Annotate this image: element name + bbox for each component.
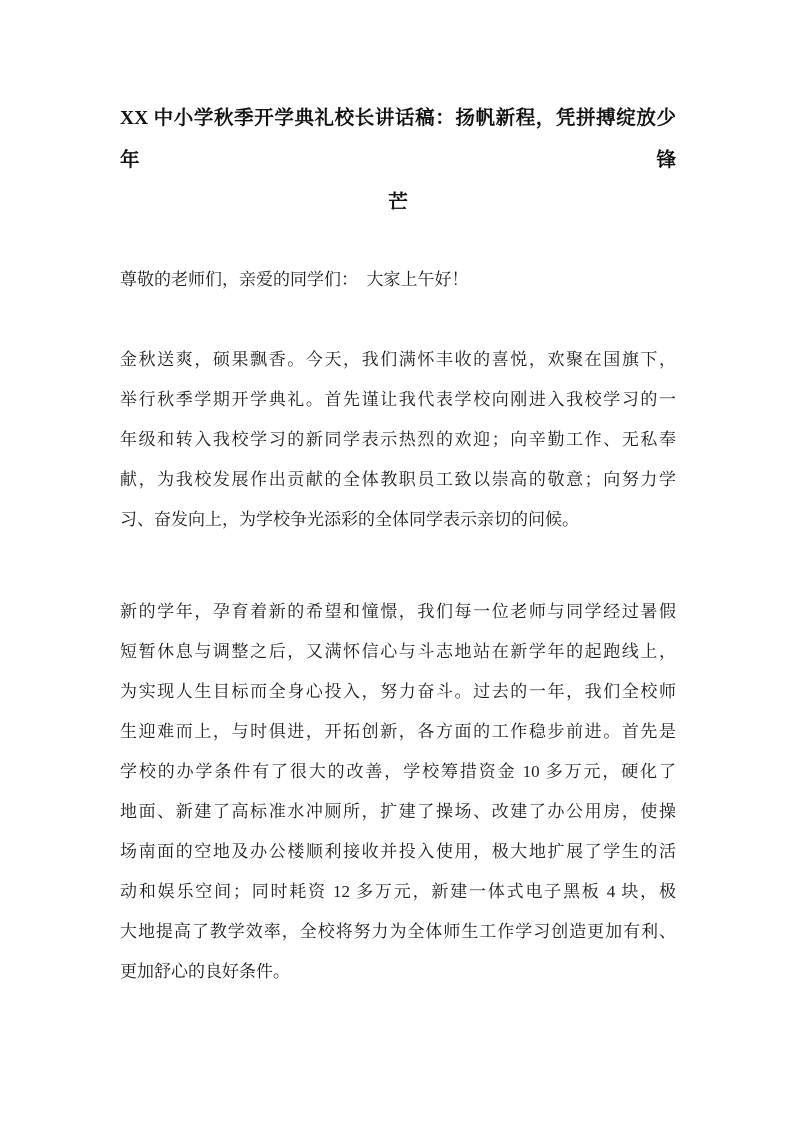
document-title	[120, 98, 676, 224]
text-line: 场南面的空地及办公楼顺利接收并投入使用，极大地扩展了学生的活	[120, 842, 676, 861]
text-line: 短暂休息与调整之后，又满怀信心与斗志地站在新学年的起跑线上，	[120, 642, 676, 661]
text-line: 新的学年，孕育着新的希望和憧憬，我们每一位老师与同学经过暑假	[120, 602, 676, 621]
text-line: 更加舒心的良好条件。	[120, 962, 290, 981]
text-line: 年级和转入我校学习的新同学表示热烈的欢迎；向辛勤工作、无私奉	[120, 430, 676, 449]
text-line: 地面、新建了高标准水冲厕所，扩建了操场、改建了办公用房，使操	[120, 802, 676, 821]
title-line-1: XX 中小学秋季开学典礼校长讲话稿：扬帆新程，凭拼搏绽放少年锋	[120, 108, 676, 171]
paragraph-welcome	[120, 340, 676, 540]
text-line: 大地提高了教学效率，全校将努力为全体师生工作学习创造更加有利、	[120, 922, 676, 941]
text-line: 举行秋季学期开学典礼。首先谨让我代表学校向刚进入我校学习的一	[120, 390, 676, 409]
text-line: 金秋送爽，硕果飘香。今天，我们满怀丰收的喜悦，欢聚在国旗下，	[120, 350, 676, 369]
title-line-2: 芒	[388, 192, 408, 213]
paragraph-greeting	[120, 260, 676, 300]
text-line: 献，为我校发展作出贡献的全体教职员工致以崇高的敬意；向努力学	[120, 470, 676, 489]
text-line: 学校的办学条件有了很大的改善，学校筹措资金 10 多万元，硬化了	[120, 762, 676, 781]
text-line: 尊敬的老师们，亲爱的同学们： 大家上午好！	[120, 270, 469, 289]
text-line: 生迎难而上，与时俱进，开拓创新，各方面的工作稳步前进。首先是	[120, 722, 676, 741]
text-line: 习、奋发向上，为学校争光添彩的全体同学表示亲切的问候。	[120, 510, 579, 529]
document-content	[120, 0, 676, 992]
text-line: 动和娱乐空间；同时耗资 12 多万元，新建一体式电子黑板 4 块，极	[120, 882, 676, 901]
paragraph-new-year	[120, 592, 676, 992]
text-line: 为实现人生目标而全身心投入，努力奋斗。过去的一年，我们全校师	[120, 682, 676, 701]
